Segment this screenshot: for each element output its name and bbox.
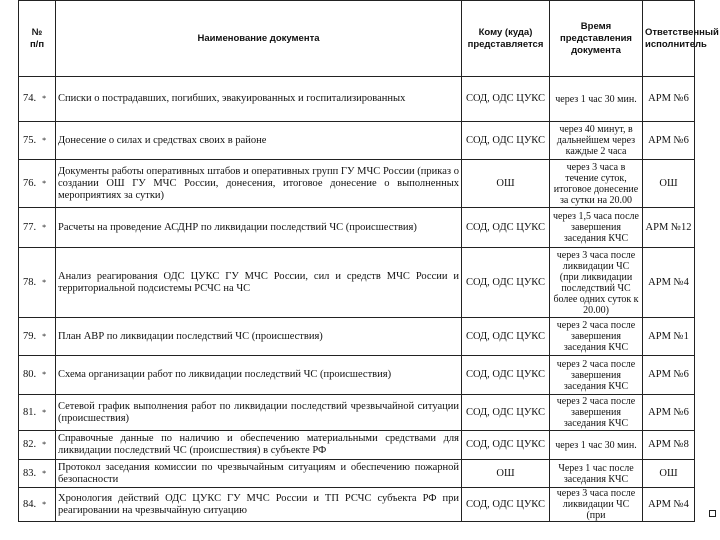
row-marker: *	[42, 468, 47, 478]
row-number: 83. *	[19, 460, 56, 488]
recipient: СОД, ОДС ЦУКС	[462, 431, 550, 460]
document-name: Списки о пострадавших, погибших, эвакуированных и госпитализированных	[56, 77, 462, 122]
submission-time: через 1 час 30 мин.	[550, 77, 643, 122]
recipient: СОД, ОДС ЦУКС	[462, 488, 550, 522]
header-time: Время представления документа	[550, 1, 643, 77]
header-num: № п/п	[19, 1, 56, 77]
document-name: Документы работы оперативных штабов и оперативных групп ГУ МЧС России (приказ о создании ОШ ГУ МЧС России, донесения, итоговое донесение о выполненных мероприятиях за сутки)	[56, 160, 462, 208]
row-number: 84. *	[19, 488, 56, 522]
submission-time: через 3 часа после ликвидации ЧС (при	[550, 488, 643, 522]
table-row	[19, 208, 695, 248]
row-marker: *	[42, 277, 47, 287]
row-number: 75. *	[19, 122, 56, 160]
responsible: АРМ №8	[643, 431, 695, 460]
recipient: СОД, ОДС ЦУКС	[462, 248, 550, 318]
row-marker: *	[42, 370, 47, 379]
submission-time: через 2 часа после завершения заседания КЧС	[550, 356, 643, 395]
recipient: ОШ	[462, 460, 550, 488]
recipient: СОД, ОДС ЦУКС	[462, 208, 550, 248]
row-marker: *	[42, 135, 47, 145]
row-marker: *	[42, 440, 47, 449]
submission-time: через 1 час 30 мин.	[550, 431, 643, 460]
row-marker: *	[42, 94, 47, 103]
document-name: Донесение о силах и средствах своих в районе	[56, 122, 462, 160]
submission-time: через 3 часа в течение суток, итоговое донесение за сутки на 20.00	[550, 160, 643, 208]
table-row	[19, 488, 695, 522]
row-number: 80. *	[19, 356, 56, 395]
row-number: 78. *	[19, 248, 56, 318]
document-name: Хронология действий ОДС ЦУКС ГУ МЧС России и ТП РСЧС субъекта РФ при реагировании на чрезвычайную ситуацию	[56, 488, 462, 522]
table-row	[19, 160, 695, 208]
recipient: СОД, ОДС ЦУКС	[462, 318, 550, 356]
recipient: СОД, ОДС ЦУКС	[462, 77, 550, 122]
submission-time: через 1,5 часа после завершения заседания КЧС	[550, 208, 643, 248]
responsible: АРМ №4	[643, 488, 695, 522]
row-marker: *	[42, 407, 47, 417]
table-row	[19, 318, 695, 356]
row-marker: *	[42, 331, 47, 341]
row-marker: *	[42, 222, 47, 232]
table-row	[19, 431, 695, 460]
document-name: План АВР по ликвидации последствий ЧС (происшествия)	[56, 318, 462, 356]
row-number: 76. *	[19, 160, 56, 208]
document-name: Расчеты на проведение АСДНР по ликвидации последствий ЧС (происшествия)	[56, 208, 462, 248]
submission-time: через 2 часа после завершения заседания КЧС	[550, 395, 643, 431]
recipient: СОД, ОДС ЦУКС	[462, 122, 550, 160]
row-number: 79. *	[19, 318, 56, 356]
submission-time: через 2 часа после завершения заседания КЧС	[550, 318, 643, 356]
header-row	[19, 1, 695, 77]
table-row	[19, 460, 695, 488]
row-marker: *	[42, 499, 47, 509]
submission-time: через 40 минут, в дальнейшем через каждые 2 часа	[550, 122, 643, 160]
document-name: Сетевой график выполнения работ по ликвидации последствий чрезвычайной ситуации (происшествия)	[56, 395, 462, 431]
document-name: Справочные данные по наличию и обеспечению материальными средствами для ликвидации последствий ЧС (происшествия) в субъекте РФ	[56, 431, 462, 460]
table-row	[19, 122, 695, 160]
responsible: АРМ №1	[643, 318, 695, 356]
responsible: АРМ №6	[643, 77, 695, 122]
submission-time: через 3 часа после ликвидации ЧС (при ликвидации последствий ЧС более одних суток к 20.00)	[550, 248, 643, 318]
document-name: Анализ реагирования ОДС ЦУКС ГУ МЧС России, сил и средств МЧС России и территориальной подсистемы РСЧС на ЧС	[56, 248, 462, 318]
table-row	[19, 395, 695, 431]
slide-marker	[709, 510, 716, 517]
row-number: 74. *	[19, 77, 56, 122]
recipient: ОШ	[462, 160, 550, 208]
documents-table	[18, 0, 719, 522]
responsible: ОШ	[643, 160, 695, 208]
recipient: СОД, ОДС ЦУКС	[462, 356, 550, 395]
header-resp: Ответственный исполнитель	[643, 1, 695, 77]
row-number: 82. *	[19, 431, 56, 460]
responsible: АРМ №6	[643, 356, 695, 395]
document-name: Схема организации работ по ликвидации последствий ЧС (происшествия)	[56, 356, 462, 395]
header-to: Кому (куда) представляется	[462, 1, 550, 77]
responsible: ОШ	[643, 460, 695, 488]
responsible: АРМ №6	[643, 395, 695, 431]
submission-time: Через 1 час после заседания КЧС	[550, 460, 643, 488]
header-name: Наименование документа	[56, 1, 462, 77]
row-number: 81. *	[19, 395, 56, 431]
responsible: АРМ №12	[643, 208, 695, 248]
row-number: 77. *	[19, 208, 56, 248]
document-name: Протокол заседания комиссии по чрезвычайным ситуациям и обеспечению пожарной безопасности	[56, 460, 462, 488]
recipient: СОД, ОДС ЦУКС	[462, 395, 550, 431]
table-row	[19, 356, 695, 395]
row-marker: *	[42, 178, 47, 188]
table-row	[19, 248, 695, 318]
responsible: АРМ №6	[643, 122, 695, 160]
table-row	[19, 77, 695, 122]
responsible: АРМ №4	[643, 248, 695, 318]
